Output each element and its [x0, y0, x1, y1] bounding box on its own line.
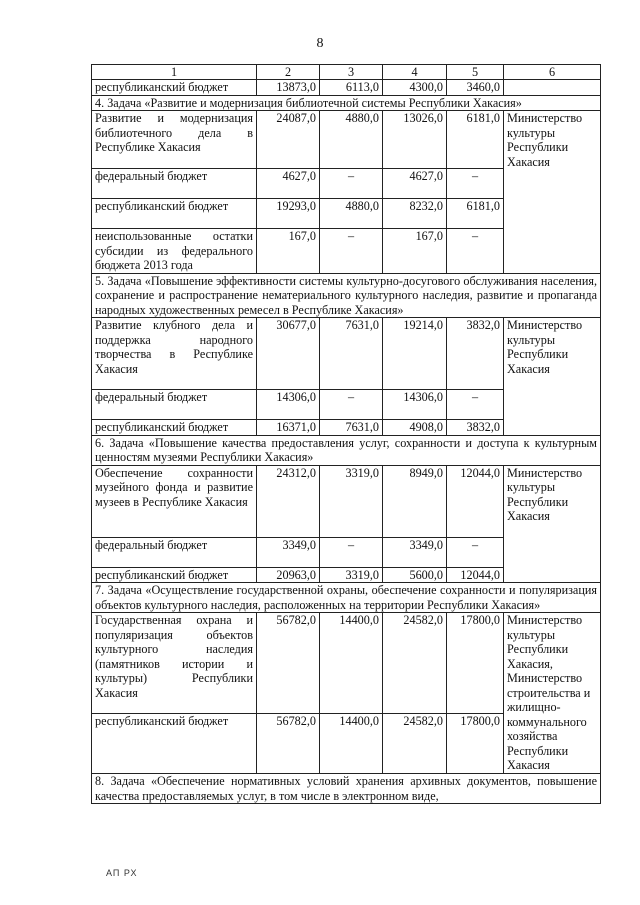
- value-year-1: 4880,0: [320, 111, 383, 169]
- value-year-3: –: [447, 229, 504, 274]
- value-total: 20963,0: [257, 567, 320, 583]
- row-label: неиспользованные остатки субсидии из федерального бюджета 2013 года: [92, 229, 257, 274]
- value-total: 4627,0: [257, 169, 320, 199]
- value-total: 13873,0: [257, 80, 320, 96]
- value-year-1: 4880,0: [320, 199, 383, 229]
- value-year-3: –: [447, 537, 504, 567]
- value-year-1: –: [320, 229, 383, 274]
- row-label: федеральный бюджет: [92, 390, 257, 420]
- row-label: республиканский бюджет: [92, 199, 257, 229]
- task-row: [92, 583, 601, 613]
- value-year-2: 24582,0: [383, 714, 447, 774]
- task-row: [92, 273, 601, 318]
- value-total: 24312,0: [257, 465, 320, 537]
- row-label: республиканский бюджет: [92, 714, 257, 774]
- value-year-3: –: [447, 169, 504, 199]
- table-row: [92, 465, 601, 537]
- task-heading: 5. Задача «Повышение эффективности системы культурно-досугового обслуживания населения, сохранение и распространение нематериального культурного наследия, развитие и пропаганда народных художественных ремесел в Республике Хакасия»: [92, 273, 601, 318]
- row-label: Развитие клубного дела и поддержка народного творчества в Республике Хакасия: [92, 318, 257, 390]
- value-total: 16371,0: [257, 420, 320, 436]
- value-year-3: –: [447, 390, 504, 420]
- value-year-3: 3832,0: [447, 318, 504, 390]
- value-total: 56782,0: [257, 714, 320, 774]
- value-total: 56782,0: [257, 613, 320, 714]
- task-heading: 7. Задача «Осуществление государственной охраны, обеспечение сохранности и популяризация объектов культурного наследия, расположенных на территории Республики Хакасия»: [92, 583, 601, 613]
- column-header: 2: [257, 65, 320, 80]
- table-row: [92, 318, 601, 390]
- value-year-2: 167,0: [383, 229, 447, 274]
- row-label: Обеспечение сохранности музейного фонда и развитие музеев в Республике Хакасия: [92, 465, 257, 537]
- task-row: [92, 95, 601, 111]
- value-year-2: 13026,0: [383, 111, 447, 169]
- responsible-executor: Министерство культуры Республики Хакасия: [504, 318, 601, 436]
- value-year-3: 6181,0: [447, 199, 504, 229]
- task-heading: 4. Задача «Развитие и модернизация библиотечной системы Республики Хакасия»: [92, 95, 601, 111]
- task-row: [92, 435, 601, 465]
- value-total: 14306,0: [257, 390, 320, 420]
- row-label: республиканский бюджет: [92, 80, 257, 96]
- row-label: федеральный бюджет: [92, 537, 257, 567]
- task-row: [92, 774, 601, 804]
- value-total: 24087,0: [257, 111, 320, 169]
- column-header: 5: [447, 65, 504, 80]
- column-header: 4: [383, 65, 447, 80]
- responsible-executor: Министерство культуры Республики Хакасия: [504, 465, 601, 583]
- row-label: федеральный бюджет: [92, 169, 257, 199]
- row-label: республиканский бюджет: [92, 567, 257, 583]
- value-year-3: 12044,0: [447, 567, 504, 583]
- value-year-3: 6181,0: [447, 111, 504, 169]
- value-total: 19293,0: [257, 199, 320, 229]
- value-year-1: –: [320, 390, 383, 420]
- row-label: Развитие и модернизация библиотечного дела в Республике Хакасия: [92, 111, 257, 169]
- value-year-3: 17800,0: [447, 613, 504, 714]
- value-year-2: 14306,0: [383, 390, 447, 420]
- value-year-1: 14400,0: [320, 613, 383, 714]
- value-year-1: 3319,0: [320, 567, 383, 583]
- value-year-1: 14400,0: [320, 714, 383, 774]
- value-year-1: –: [320, 537, 383, 567]
- value-year-2: 19214,0: [383, 318, 447, 390]
- value-year-2: 8949,0: [383, 465, 447, 537]
- value-year-1: 3319,0: [320, 465, 383, 537]
- budget-table: [91, 64, 601, 804]
- value-year-1: –: [320, 169, 383, 199]
- value-year-3: 12044,0: [447, 465, 504, 537]
- row-label: республиканский бюджет: [92, 420, 257, 436]
- table-row: [92, 80, 601, 96]
- value-year-1: 7631,0: [320, 318, 383, 390]
- value-year-2: 3349,0: [383, 537, 447, 567]
- task-heading: 8. Задача «Обеспечение нормативных условий хранения архивных документов, повышение качества предоставляемых услуг, в том числе в электронном виде,: [92, 774, 601, 804]
- value-total: 3349,0: [257, 537, 320, 567]
- table-header-row: [92, 65, 601, 80]
- footer-mark: АП РХ: [106, 868, 138, 878]
- responsible-cell: [504, 80, 601, 96]
- value-year-1: 7631,0: [320, 420, 383, 436]
- column-header: 6: [504, 65, 601, 80]
- row-label: Государственная охрана и популяризация объектов культурного наследия (памятников истории и культуры) Республики Хакасия: [92, 613, 257, 714]
- column-header: 1: [92, 65, 257, 80]
- value-year-2: 4300,0: [383, 80, 447, 96]
- responsible-executor: Министерство культуры Республики Хакасия: [504, 111, 601, 274]
- value-year-3: 17800,0: [447, 714, 504, 774]
- responsible-executor: Министерство культуры Республики Хакасия, Министерство строительства и жилищно-коммунального хозяйства Республики Хакасия: [504, 613, 601, 774]
- value-year-1: 6113,0: [320, 80, 383, 96]
- value-year-2: 8232,0: [383, 199, 447, 229]
- page-number: 8: [316, 36, 324, 51]
- column-header: 3: [320, 65, 383, 80]
- value-year-3: 3460,0: [447, 80, 504, 96]
- table-row: [92, 111, 601, 169]
- value-year-2: 4908,0: [383, 420, 447, 436]
- task-heading: 6. Задача «Повышение качества предоставления услуг, сохранности и доступа к культурным ценностям музеями Республики Хакасия»: [92, 435, 601, 465]
- table-row: [92, 613, 601, 714]
- value-year-2: 24582,0: [383, 613, 447, 714]
- value-total: 167,0: [257, 229, 320, 274]
- value-year-2: 5600,0: [383, 567, 447, 583]
- value-total: 30677,0: [257, 318, 320, 390]
- value-year-2: 4627,0: [383, 169, 447, 199]
- value-year-3: 3832,0: [447, 420, 504, 436]
